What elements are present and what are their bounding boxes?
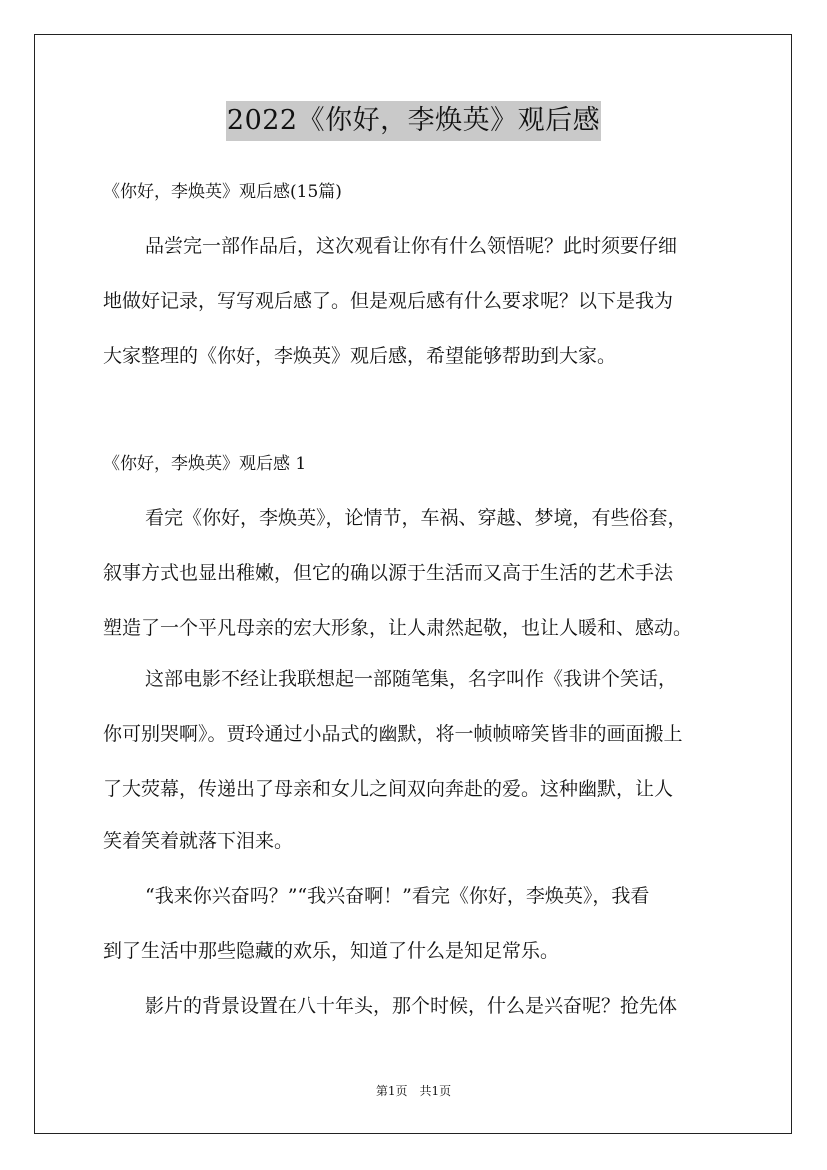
body-line-4: 这部电影不经让我联想起一部随笔集，名字叫作《我讲个笑话， [145,668,678,690]
document-title: 2022《你好，李焕英》观后感 [226,101,601,141]
body-line-2: 叙事方式也显出稚嫩，但它的确以源于生活而又高于生活的艺术手法 [103,562,674,584]
title-container [0,101,827,141]
body-line-1: 看完《你好，李焕英》，论情节，车祸、穿越、梦境，有些俗套， [145,507,687,529]
section-heading: 《你好，李焕英》观后感 1 [103,454,307,474]
body-line-8: “我来你兴奋吗？”“我兴奋啊！”看完《你好，李焕英》，我看 [145,885,650,907]
page-footer: 第1页 共1页 [375,1084,452,1098]
body-line-3: 塑造了一个平凡母亲的宏大形象，让人肃然起敬，也让人暖和、感动。 [103,617,693,639]
body-line-7: 笑着笑着就落下泪来。 [103,830,294,852]
intro-line-2: 地做好记录，写写观后感了。但是观后感有什么要求呢？以下是我为 [103,290,674,312]
body-line-9: 到了生活中那些隐藏的欢乐，知道了什么是知足常乐。 [103,940,560,962]
body-line-6: 了大荧幕，传递出了母亲和女儿之间双向奔赴的爱。这种幽默，让人 [103,778,674,800]
body-line-10: 影片的背景设置在八十年头，那个时候，什么是兴奋呢？抢先体 [145,995,678,1017]
body-line-5: 你可别哭啊》。贾玲通过小品式的幽默，将一帧帧啼笑皆非的画面搬上 [103,723,683,745]
document-subtitle: 《你好，李焕英》观后感(15篇) [103,182,342,202]
intro-line-1: 品尝完一部作品后，这次观看让你有什么领悟呢？此时须要仔细 [145,235,678,257]
intro-line-3: 大家整理的《你好，李焕英》观后感，希望能够帮助到大家。 [103,345,617,367]
